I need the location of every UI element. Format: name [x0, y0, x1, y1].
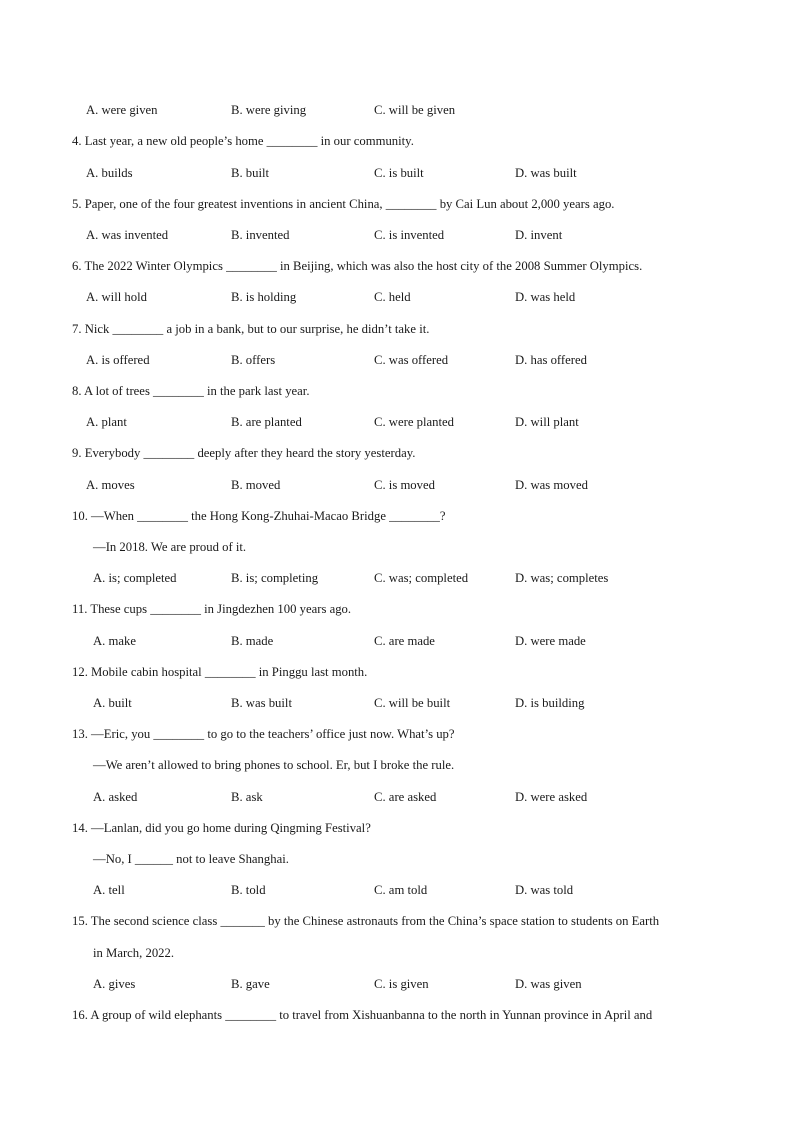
q5-option-d: D. invent: [515, 228, 563, 242]
q7-option-d: D. has offered: [515, 353, 587, 367]
q12-stem: 12. Mobile cabin hospital ________ in Pinggu last month.: [72, 665, 368, 679]
q6-option-c: C. held: [374, 290, 411, 304]
q14-option-c: C. am told: [374, 883, 428, 897]
q4-option-d: D. was built: [515, 166, 577, 180]
q14-reply: —No, I ______ not to leave Shanghai.: [93, 852, 289, 866]
q10-option-a: A. is; completed: [93, 571, 177, 585]
q15-stem: 15. The second science class _______ by the Chinese astronauts from the China’s space station to students on Earth: [72, 914, 660, 928]
q4-stem: 4. Last year, a new old people’s home ________ in our community.: [72, 134, 414, 148]
q16-stem: 16. A group of wild elephants ________ to travel from Xishuanbanna to the north in Yunnan province in April and: [72, 1008, 653, 1022]
q10-option-b: B. is; completing: [231, 571, 319, 585]
q8-option-b: B. are planted: [231, 415, 302, 429]
q9-option-b: B. moved: [231, 478, 281, 492]
q14-option-d: D. was told: [515, 883, 574, 897]
q8-option-c: C. were planted: [374, 415, 454, 429]
q11-option-a: A. make: [93, 634, 136, 648]
q8-option-a: A. plant: [86, 415, 127, 429]
q15-option-c: C. is given: [374, 977, 429, 991]
q4-options: [86, 165, 754, 181]
q9-stem: 9. Everybody ________ deeply after they heard the story yesterday.: [72, 446, 416, 460]
q13-reply: —We aren’t allowed to bring phones to school. Er, but I broke the rule.: [93, 758, 455, 772]
q7-option-a: A. is offered: [86, 353, 150, 367]
q9-options: [86, 477, 754, 493]
q7-option-b: B. offers: [231, 353, 276, 367]
q8-options: [86, 414, 754, 430]
q14-options: [93, 882, 754, 898]
q10-reply: —In 2018. We are proud of it.: [93, 540, 247, 554]
q5-options: [86, 227, 754, 243]
q6-stem: 6. The 2022 Winter Olympics ________ in Beijing, which was also the host city of the 2008 Summer Olympics.: [72, 259, 643, 273]
q7-stem: 7. Nick ________ a job in a bank, but to our surprise, he didn’t take it.: [72, 322, 430, 336]
q3-option-b: B. were giving: [231, 103, 307, 117]
q5-option-b: B. invented: [231, 228, 290, 242]
q3-options: [86, 102, 754, 118]
q5-option-c: C. is invented: [374, 228, 445, 242]
q14-stem: 14. —Lanlan, did you go home during Qingming Festival?: [72, 821, 371, 835]
q4-option-c: C. is built: [374, 166, 424, 180]
q6-option-d: D. was held: [515, 290, 576, 304]
q5-stem: 5. Paper, one of the four greatest inventions in ancient China, ________ by Cai Lun about 2,000 years ago.: [72, 197, 615, 211]
q12-option-d: D. is building: [515, 696, 585, 710]
q11-option-d: D. were made: [515, 634, 586, 648]
q12-option-c: C. will be built: [374, 696, 451, 710]
q10-options: [93, 570, 754, 586]
q14-option-a: A. tell: [93, 883, 125, 897]
q4-option-b: B. built: [231, 166, 270, 180]
q15-option-d: D. was given: [515, 977, 582, 991]
q3-option-a: A. were given: [86, 103, 158, 117]
q10-option-c: C. was; completed: [374, 571, 469, 585]
q15-options: [93, 976, 754, 992]
q7-options: [86, 352, 754, 368]
q3-option-c: C. will be given: [374, 103, 456, 117]
q8-option-d: D. will plant: [515, 415, 579, 429]
q15-option-b: B. gave: [231, 977, 270, 991]
q13-option-b: B. ask: [231, 790, 263, 804]
q15-stem-continued: in March, 2022.: [93, 946, 175, 960]
q9-option-c: C. is moved: [374, 478, 435, 492]
q6-options: [86, 289, 754, 305]
q12-option-a: A. built: [93, 696, 132, 710]
q10-stem: 10. —When ________ the Hong Kong-Zhuhai-Macao Bridge ________?: [72, 509, 446, 523]
q13-options: [93, 789, 754, 805]
q4-option-a: A. builds: [86, 166, 133, 180]
q11-stem: 11. These cups ________ in Jingdezhen 100 years ago.: [72, 602, 352, 616]
q13-option-d: D. were asked: [515, 790, 588, 804]
q12-option-b: B. was built: [231, 696, 292, 710]
q6-option-b: B. is holding: [231, 290, 297, 304]
q15-option-a: A. gives: [93, 977, 136, 991]
q11-options: [93, 633, 754, 649]
q11-option-c: C. are made: [374, 634, 435, 648]
q13-stem: 13. —Eric, you ________ to go to the teachers’ office just now. What’s up?: [72, 727, 455, 741]
q10-option-d: D. was; completes: [515, 571, 609, 585]
q8-stem: 8. A lot of trees ________ in the park last year.: [72, 384, 310, 398]
q14-option-b: B. told: [231, 883, 266, 897]
q9-option-d: D. was moved: [515, 478, 588, 492]
q5-option-a: A. was invented: [86, 228, 169, 242]
q6-option-a: A. will hold: [86, 290, 147, 304]
q13-option-a: A. asked: [93, 790, 138, 804]
q9-option-a: A. moves: [86, 478, 135, 492]
q7-option-c: C. was offered: [374, 353, 449, 367]
q11-option-b: B. made: [231, 634, 274, 648]
q12-options: [93, 695, 754, 711]
q13-option-c: C. are asked: [374, 790, 437, 804]
